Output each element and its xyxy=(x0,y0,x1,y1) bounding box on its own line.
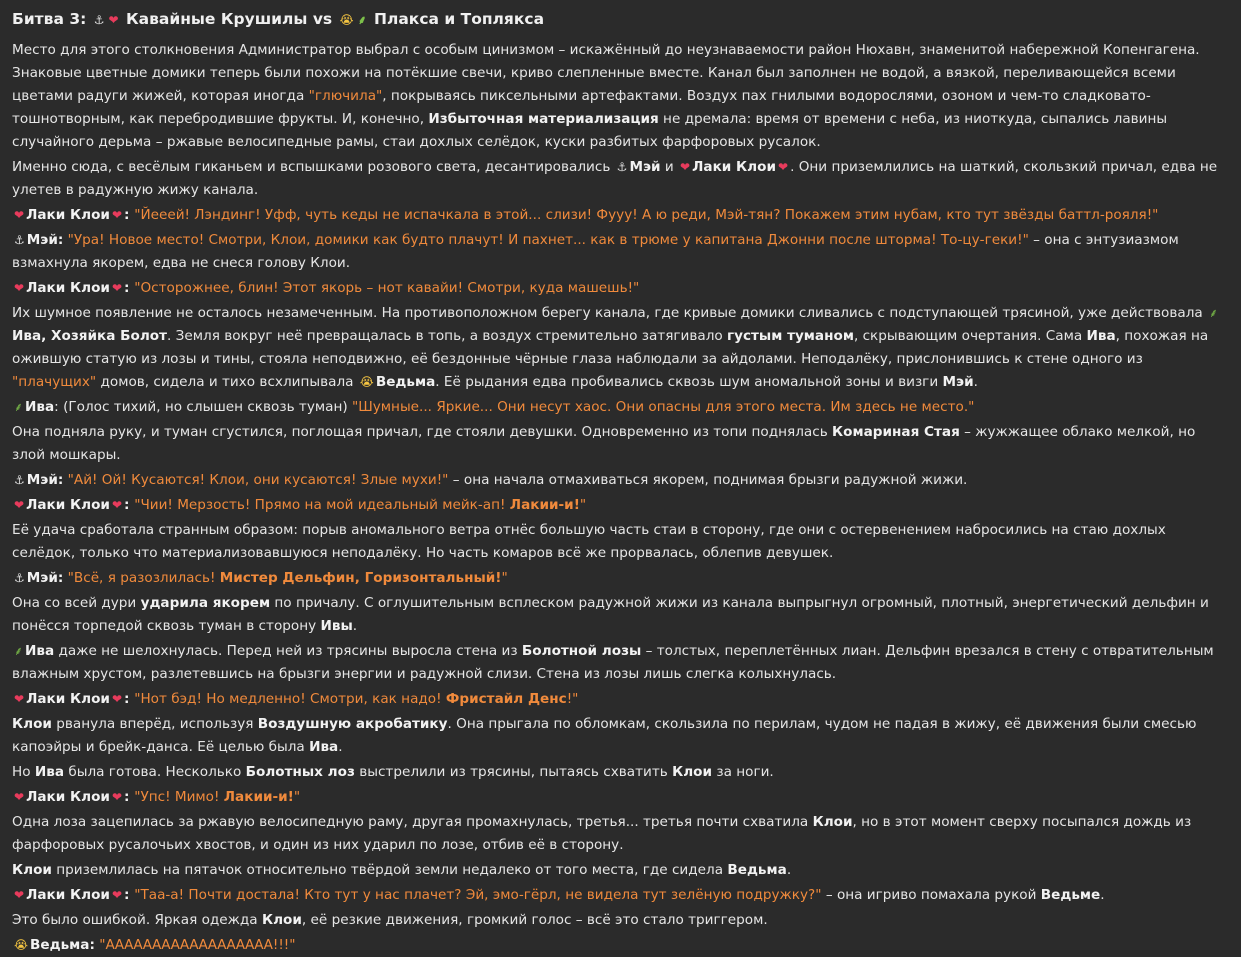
dialogue-quote: " xyxy=(579,497,587,513)
story-body xyxy=(12,39,1229,957)
narration-text: приземлилась на пятачок относительно твёрдой земли недалеко от того места, где сидела xyxy=(51,862,728,878)
anchor-icon: ⚓ xyxy=(616,160,628,174)
emphasis-text: Ведьма xyxy=(727,862,787,878)
emphasis-text: Ива, Хозяйка Болот xyxy=(12,328,168,344)
dialogue-emphasis: Фристайл Денс xyxy=(445,691,567,707)
dialogue-quote: " xyxy=(501,570,508,586)
emphasis-text: Мэй xyxy=(942,374,974,390)
emphasis-text: Клои xyxy=(812,814,853,830)
dialogue-quote: "Осторожнее, блин! Этот якорь – нот кавайи! Смотри, куда машешь!" xyxy=(134,280,640,296)
emphasis-text: Комариная Стая xyxy=(832,424,960,440)
emphasis-text: Ведьма: xyxy=(30,937,95,953)
emphasis-text: Клои xyxy=(12,862,52,878)
narration-text: . xyxy=(786,862,792,878)
dialogue-emphasis: Лакии-и! xyxy=(223,789,294,805)
narration-text: : (Голос тихий, но слышен сквозь туман) xyxy=(54,399,352,415)
story-paragraph xyxy=(12,786,1229,809)
story-paragraph xyxy=(12,713,1229,759)
narration-text: была готова. Несколько xyxy=(64,764,246,780)
team2-name: Плакса и Топлякса xyxy=(374,10,545,28)
emphasis-text: : xyxy=(124,789,135,805)
heart-icon: ❤ xyxy=(111,281,123,295)
story-paragraph xyxy=(12,934,1229,957)
dialogue-quote: "Ура! Новое место! Смотри, Клои, домики как будто плачут! И пахнет... как в трюме у капитана Джонни после шторма! То-цу-геки!" xyxy=(67,232,1029,248)
anchor-icon: ⚓ xyxy=(93,13,105,27)
emphasis-text: Мэй: xyxy=(26,570,64,586)
emphasis-text: Мэй xyxy=(629,159,661,175)
dialogue-emphasis: Лакии-и! xyxy=(509,497,580,513)
leaf-icon: ⸙ xyxy=(14,644,24,658)
dialogue-quote: "Нот бэд! Но медленно! Смотри, как надо! xyxy=(134,691,446,707)
narration-text: выстрелили из трясины, пытаясь схватить xyxy=(354,764,673,780)
emphasis-text: ударила якорем xyxy=(140,595,271,611)
heart-icon: ❤ xyxy=(14,281,25,295)
heart-icon: ❤ xyxy=(14,888,25,902)
emphasis-text: Лаки Клои xyxy=(26,887,110,903)
narration-text: , её резкие движения, громкий голос – всё это стало триггером. xyxy=(301,912,768,928)
story-paragraph xyxy=(12,39,1229,154)
narration-text: Она со всей дури xyxy=(12,595,141,611)
anchor-icon: ⚓ xyxy=(14,233,25,247)
story-paragraph xyxy=(12,884,1229,907)
dialogue-quote: " xyxy=(293,789,301,805)
emphasis-text: Ива xyxy=(25,399,55,415)
emphasis-text: : xyxy=(124,691,135,707)
leaf-icon: ⸙ xyxy=(357,13,367,27)
story-paragraph xyxy=(12,761,1229,784)
narration-text: , покрываясь пиксельными артефактами. Воздух пах гнилыми водорослями, озоном и чем-то сладковато-тошнотворным, как перебродившие фрукты. И, конечно, xyxy=(12,88,1151,127)
heart-icon: ❤ xyxy=(111,888,123,902)
narration-text: Её удача сработала странным образом: порыв аномального ветра отнёс большую часть стаи в сторону, где они с остервенением набросились на стаю дохлых селёдок, только что материализовавшуюся неподалёку. Но часть комаров всё же прорвалась, облепив девушек. xyxy=(12,522,1166,561)
emphasis-text: Ива xyxy=(25,643,55,659)
narration-text: , похожая на ожившую статую из лозы и тины, стояла неподвижно, её бездонные чёрные глаза наблюдали за айдолами. Неподалёку, прислонившись к стене одного из xyxy=(12,328,1209,367)
story-paragraph xyxy=(12,421,1229,467)
story-paragraph xyxy=(12,494,1229,517)
narration-text: – она игриво помахала рукой xyxy=(821,887,1041,903)
emphasis-text: Ива xyxy=(309,739,339,755)
emphasis-text: Ведьма xyxy=(375,374,436,390)
emphasis-text: Лаки Клои xyxy=(26,789,110,805)
crying-face-icon: 😭 xyxy=(339,13,354,27)
dialogue-quote: "Упс! Мимо! xyxy=(134,789,224,805)
heart-icon: ❤ xyxy=(111,790,123,804)
narration-text: рванула вперёд, используя xyxy=(51,716,258,732)
heart-icon: ❤ xyxy=(108,13,119,27)
emphasis-text: Мэй: xyxy=(26,232,64,248)
narration-text: Именно сюда, с весёлым гиканьем и вспышками розового света, десантировались xyxy=(12,159,615,175)
emphasis-text: густым туманом xyxy=(727,328,854,344)
leaf-icon: ⸙ xyxy=(14,400,24,414)
narration-text: . Её рыдания едва пробивались сквозь шум аномальной зоны и визги xyxy=(435,374,943,390)
emphasis-text: Болотной лозы xyxy=(521,643,642,659)
dialogue-quote: "Чии! Мерзость! Прямо на мой идеальный мейк-ап! xyxy=(134,497,510,513)
emphasis-text: Лаки Клои xyxy=(26,691,110,707)
emphasis-text: Мэй: xyxy=(26,472,64,488)
dialogue-quote: "Йееей! Лэндинг! Уфф, чуть кеды не испачкала в этой... слизи! Фууу! А ю реди, Мэй-тян? Покажем этим нубам, кто тут звёзды баттл-рояля!" xyxy=(134,207,1159,223)
vs-label: vs xyxy=(312,10,333,28)
emphasis-text: : xyxy=(124,280,135,296)
story-paragraph xyxy=(12,204,1229,227)
narration-text: . xyxy=(352,618,358,634)
narration-text: – жужжащее облако мелкой, но злой мошкары. xyxy=(12,424,1196,463)
emphasis-text: Клои xyxy=(12,716,52,732)
title-prefix: Битва 3: xyxy=(12,10,87,28)
narration-text: даже не шелохнулась. Перед ней из трясины выросла стена из xyxy=(54,643,522,659)
dialogue-quote: "глючила" xyxy=(308,88,383,104)
story-paragraph xyxy=(12,567,1229,590)
dialogue-quote: "Шумные... Яркие... Они несут хаос. Они опасны для этого места. Им здесь не место." xyxy=(351,399,975,415)
dialogue-quote: "Ай! Ой! Кусаются! Клои, они кусаются! Злые мухи!" xyxy=(67,472,449,488)
emphasis-text: Лаки Клои xyxy=(26,497,110,513)
story-paragraph xyxy=(12,229,1229,275)
battle-title xyxy=(12,6,1229,33)
emphasis-text: Лаки Клои xyxy=(26,207,110,223)
story-paragraph xyxy=(12,640,1229,686)
narration-text: . Она прыгала по обломкам, скользила по перилам, чудом не падая в жижу, её движения были смесью капоэйры и брейк-данса. Её целью была xyxy=(12,716,1197,755)
heart-icon: ❤ xyxy=(14,208,25,222)
narration-text: Их шумное появление не осталось незамеченным. На противоположном берегу канала, где кривые домики сливались с подступающей трясиной, уже действовала xyxy=(12,305,1208,321)
heart-icon: ❤ xyxy=(778,160,789,174)
emphasis-text: Избыточная материализация xyxy=(428,111,659,127)
story-paragraph xyxy=(12,688,1229,711)
story-paragraph xyxy=(12,859,1229,882)
narration-text: Но xyxy=(12,764,35,780)
narration-text: Это было ошибкой. Яркая одежда xyxy=(12,912,262,928)
story-paragraph xyxy=(12,277,1229,300)
narration-text: . xyxy=(338,739,343,755)
narration-text: Одна лоза зацепилась за ржавую велосипедную раму, другая промахнулась, третья... третья почти схватила xyxy=(12,814,813,830)
emphasis-text: Лаки Клои xyxy=(26,280,110,296)
narration-text: Она подняла руку, и туман сгустился, поглощая причал, где стояли девушки. Одновременно из топи поднялась xyxy=(12,424,833,440)
narration-text: не дремала: время от времени с неба, из ниоткуда, сыпались лавины случайного дерьма – ржавые велосипедные рамы, стаи дохлых селёдок, куски разбитых фарфоровых русалок. xyxy=(12,111,1168,150)
narration-text: . Они приземлились на шаткий, скользкий причал, едва не улетев в радужную жижу канала. xyxy=(12,159,1218,198)
narration-text: – толстых, переплетённых лиан. Дельфин врезался в стену с отвратительным влажным хрустом, разлетевшись на брызги энергии и радужной слизи. Стена из лозы лишь слегка колыхнулась. xyxy=(12,643,1214,682)
story-paragraph xyxy=(12,302,1229,394)
narration-text: домов, сидела и тихо всхлипывала xyxy=(96,374,358,390)
emphasis-text: : xyxy=(124,497,135,513)
story-paragraph xyxy=(12,519,1229,565)
heart-icon: ❤ xyxy=(14,790,25,804)
dialogue-quote: "плачущих" xyxy=(12,374,97,390)
dialogue-quote: "Всё, я разозлилась! xyxy=(67,570,220,586)
emphasis-text: Ведьме xyxy=(1040,887,1101,903)
crying-face-icon: 😭 xyxy=(14,938,29,952)
dialogue-emphasis: Мистер Дельфин, Горизонтальный! xyxy=(219,570,502,586)
emphasis-text: Болотных лоз xyxy=(245,764,355,780)
narration-text: за ноги. xyxy=(712,764,774,780)
team1-name: Кавайные Крушилы xyxy=(125,10,308,28)
emphasis-text: Клои xyxy=(261,912,302,928)
dialogue-quote: !" xyxy=(566,691,579,707)
emphasis-text: Ивы xyxy=(320,618,353,634)
narration-text: – она с энтузиазмом взмахнула якорем, едва не снеся голову Клои. xyxy=(12,232,1179,271)
anchor-icon: ⚓ xyxy=(14,473,25,487)
heart-icon: ❤ xyxy=(111,498,123,512)
emphasis-text: Воздушную акробатику xyxy=(257,716,448,732)
narration-text: Место для этого столкновения Администратор выбрал с особым цинизмом – искажённый до неузнаваемости район Нюхавн, знаменитой набережной Копенгагена. Знаковые цветные домики теперь были похожи на потёкшие свечи, криво слепленные вместе. Канал был заполнен не водой, а вязкой, переливающейся всеми цветами радуги жижей, которая иногда xyxy=(12,42,1200,104)
heart-icon: ❤ xyxy=(111,692,123,706)
story-paragraph xyxy=(12,469,1229,492)
narration-text: , но в этот момент сверху посыпался дождь из фарфоровых русалочьих хвостов, и один из них ударил по лозе, отбив её в сторону. xyxy=(12,814,1192,853)
emphasis-text: Ива xyxy=(34,764,65,780)
emphasis-text: Лаки Клои xyxy=(692,159,776,175)
narration-text: . xyxy=(973,374,978,390)
heart-icon: ❤ xyxy=(111,208,123,222)
heart-icon: ❤ xyxy=(14,692,25,706)
narration-text: . Земля вокруг неё превращалась в топь, а воздух стремительно затягивало xyxy=(167,328,728,344)
narration-text: – она начала отмахиваться якорем, поднимая брызги радужной жижи. xyxy=(448,472,968,488)
dialogue-quote: "АААААААААААААААААА!!!" xyxy=(99,937,296,953)
emphasis-text: Ива xyxy=(1086,328,1116,344)
narration-text: по причалу. С оглушительным всплеском радужной жижи из канала выпрыгнул огромный, плотный, энергетический дельфин и понёсся торпедой сквозь туман в сторону xyxy=(12,595,1209,634)
story-paragraph xyxy=(12,909,1229,932)
story-paragraph xyxy=(12,156,1229,202)
emphasis-text: Клои xyxy=(672,764,713,780)
emphasis-text: : xyxy=(124,887,135,903)
narration-text: и xyxy=(660,159,679,175)
story-paragraph xyxy=(12,592,1229,638)
crying-face-icon: 😭 xyxy=(359,375,374,389)
leaf-icon: ⸙ xyxy=(1209,306,1219,320)
heart-icon: ❤ xyxy=(680,160,691,174)
narration-text: , скрывающим очертания. Сама xyxy=(853,328,1087,344)
story-paragraph xyxy=(12,396,1229,419)
story-paragraph xyxy=(12,811,1229,857)
heart-icon: ❤ xyxy=(14,498,25,512)
narration-text: . xyxy=(1100,887,1105,903)
emphasis-text: : xyxy=(124,207,135,223)
anchor-icon: ⚓ xyxy=(14,571,25,585)
dialogue-quote: "Таа-а! Почти достала! Кто тут у нас плачет? Эй, эмо-гёрл, не видела тут зелёную подружку?" xyxy=(134,887,822,903)
